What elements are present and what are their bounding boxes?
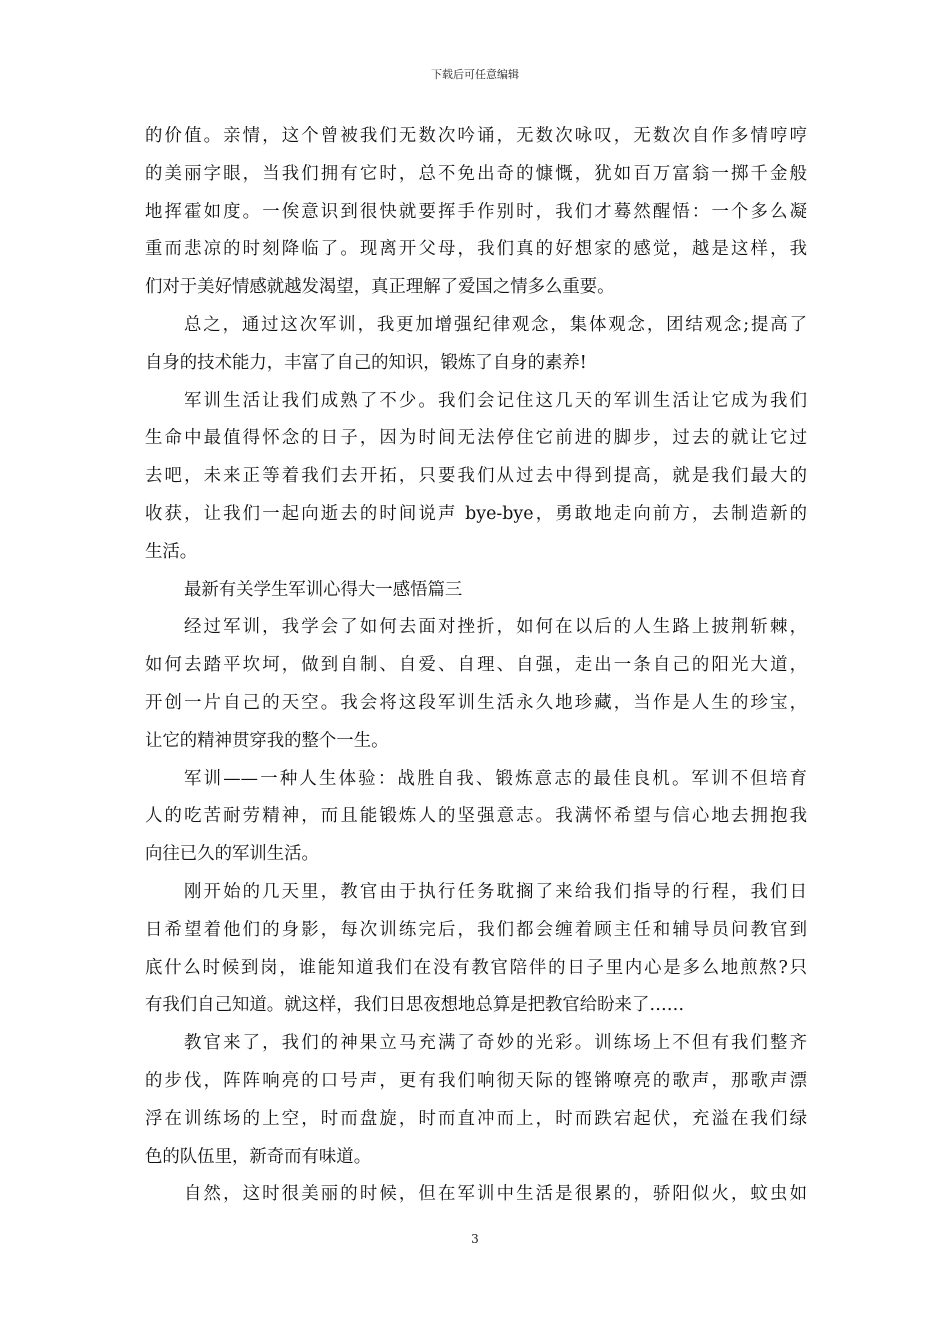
text-line: 底什么时候到岗，谁能知道我们在没有教官陪伴的日子里内心是多么地煎熬?只 <box>145 957 807 978</box>
text-line: 经过军训，我学会了如何去面对挫折，如何在以后的人生路上披荆斩棘， <box>184 617 807 638</box>
text-line: 向往已久的军训生活。 <box>145 844 319 865</box>
page-number: 3 <box>471 1232 479 1246</box>
page-header: 下载后可任意编辑 <box>431 68 519 81</box>
text-line: 军训生活让我们成熟了不少。我们会记住这几天的军训生活让它成为我们 <box>184 390 807 411</box>
text-line: 军训——一种人生体验：战胜自我、锻炼意志的最佳良机。军训不但培育 <box>184 768 807 789</box>
text-line: 去吧，未来正等着我们去开拓，只要我们从过去中得到提高，就是我们最大的 <box>145 466 807 487</box>
text-line: 重而悲凉的时刻降临了。现离开父母，我们真的好想家的感觉，越是这样，我 <box>145 239 807 260</box>
document-body <box>145 118 807 1214</box>
text-line: 有我们自己知道。就这样，我们日思夜想地总算是把教官给盼来了…… <box>145 995 685 1016</box>
text-line: 浮在训练场的上空，时而盘旋，时而直冲而上，时而跌宕起伏，充溢在我们绿 <box>145 1108 807 1129</box>
text-line: 们对于美好情感就越发渴望，真正理解了爱国之情多么重要。 <box>145 277 615 298</box>
text-line: 教官来了，我们的神果立马充满了奇妙的光彩。训练场上不但有我们整齐 <box>184 1033 807 1054</box>
text-line: 自身的技术能力，丰富了自己的知识，锻炼了自身的素养! <box>145 352 587 373</box>
text-line: 收获，让我们一起向逝去的时间说声 bye-bye，勇敢地走向前方，去制造新的 <box>145 503 807 524</box>
text-line: 自然，这时很美丽的时候，但在军训中生活是很累的，骄阳似火，蚊虫如 <box>184 1184 807 1205</box>
text-line: 的价值。亲情，这个曾被我们无数次吟诵，无数次咏叹，无数次自作多情哼哼 <box>145 126 807 146</box>
text-line: 色的队伍里，新奇而有味道。 <box>145 1146 372 1167</box>
text-line: 总之，通过这次军训，我更加增强纪律观念，集体观念，团结观念;提高了 <box>184 314 807 335</box>
text-line: 的步伐，阵阵响亮的口号声，更有我们响彻天际的铿锵嘹亮的歌声，那歌声漂 <box>145 1070 807 1091</box>
text-line: 地挥霍如度。一俟意识到很快就要挥手作别时，我们才蓦然醒悟：一个多么凝 <box>145 201 807 222</box>
text-line: 人的吃苦耐劳精神，而且能锻炼人的坚强意志。我满怀希望与信心地去拥抱我 <box>145 806 807 827</box>
text-line: 生命中最值得怀念的日子，因为时间无法停住它前进的脚步，过去的就让它过 <box>145 428 807 449</box>
text-line: 生活。 <box>145 541 198 562</box>
text-line: 如何去踏平坎坷，做到自制、自爱、自理、自强，走出一条自己的阳光大道， <box>145 655 807 676</box>
text-line: 开创一片自己的天空。我会将这段军训生活永久地珍藏，当作是人生的珍宝， <box>145 692 807 713</box>
text-line: 最新有关学生军训心得大一感悟篇三 <box>184 579 463 600</box>
text-line: 让它的精神贯穿我的整个一生。 <box>145 730 389 751</box>
text-line: 日希望着他们的身影，每次训练完后，我们都会缠着顾主任和辅导员问教官到 <box>145 919 807 940</box>
text-line: 的美丽字眼，当我们拥有它时，总不免出奇的慷慨，犹如百万富翁一掷千金般 <box>145 163 807 184</box>
text-line: 刚开始的几天里，教官由于执行任务耽搁了来给我们指导的行程，我们日 <box>184 881 807 902</box>
